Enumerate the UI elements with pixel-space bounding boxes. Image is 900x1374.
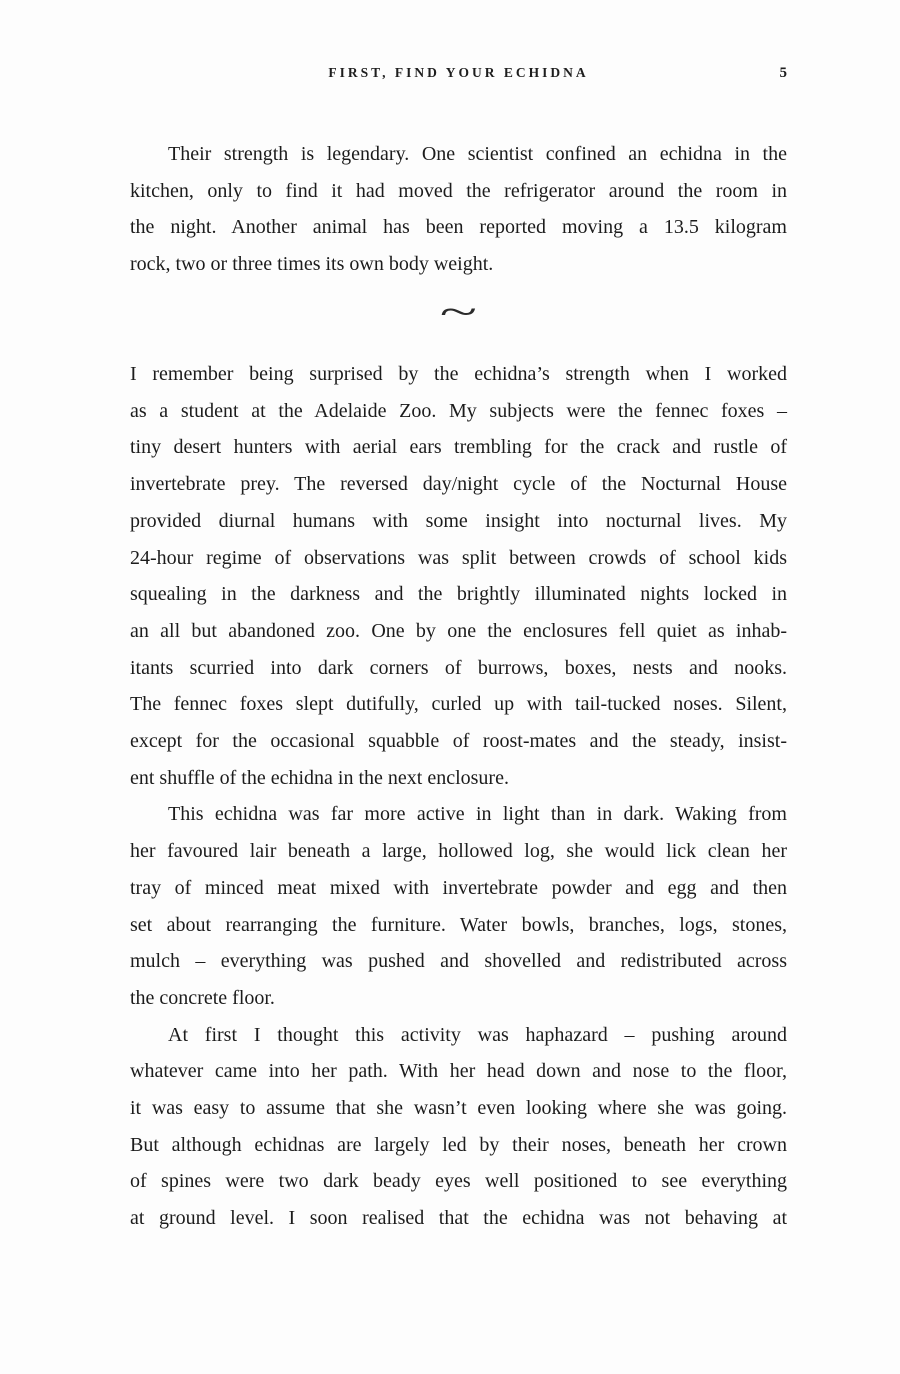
paragraph bbox=[130, 136, 787, 283]
text-line: At first I thought this activity was haphazard – pushing around bbox=[168, 1023, 787, 1046]
text-line: set about rearranging the furniture. Water bowls, branches, logs, stones, bbox=[130, 913, 787, 936]
text-line: invertebrate prey. The reversed day/night cycle of the Nocturnal House bbox=[130, 473, 787, 496]
text-line: 24-hour regime of observations was split between crowds of school kids bbox=[130, 546, 787, 569]
text-line: But although echidnas are largely led by their noses, beneath her crown bbox=[130, 1133, 787, 1156]
text-line: the concrete floor. bbox=[130, 986, 275, 1009]
text-line: I remember being surprised by the echidna’s strength when I worked bbox=[130, 363, 787, 385]
text-line: itants scurried into dark corners of burrows, boxes, nests and nooks. bbox=[130, 656, 787, 679]
text-line: it was easy to assume that she wasn’t even looking where she was going. bbox=[130, 1097, 787, 1120]
text-line: tiny desert hunters with aerial ears trembling for the crack and rustle of bbox=[130, 436, 787, 459]
tilde-separator-glyph: ~ bbox=[439, 289, 478, 334]
running-head bbox=[130, 62, 787, 84]
paragraph bbox=[130, 1017, 787, 1237]
text-line: rock, two or three times its own body weight. bbox=[130, 253, 494, 276]
text-line: The fennec foxes slept dutifully, curled up with tail-tucked noses. Silent, bbox=[130, 693, 787, 716]
text-line: provided diurnal humans with some insight into nocturnal lives. My bbox=[130, 509, 787, 532]
text-line: whatever came into her path. With her head down and nose to the floor, bbox=[130, 1060, 787, 1083]
text-line: as a student at the Adelaide Zoo. My subjects were the fennec foxes – bbox=[130, 399, 787, 422]
text-line: except for the occasional squabble of roost-mates and the steady, insist- bbox=[130, 730, 787, 753]
text-line: mulch – everything was pushed and shovelled and redistributed across bbox=[130, 950, 787, 973]
text-line: Their strength is legendary. One scientist confined an echidna in the bbox=[168, 143, 787, 165]
paragraph bbox=[130, 356, 787, 796]
page-column bbox=[130, 0, 787, 1374]
page-number: 5 bbox=[779, 65, 787, 81]
section-before-separator bbox=[130, 136, 787, 283]
text-line: an all but abandoned zoo. One by one the enclosures fell quiet as inhab- bbox=[130, 619, 787, 642]
text-line: the night. Another animal has been reported moving a 13.5 kilogram bbox=[130, 216, 787, 239]
section-separator bbox=[130, 290, 787, 338]
paragraph bbox=[130, 796, 787, 1016]
text-line: ent shuffle of the echidna in the next enclosure. bbox=[130, 766, 509, 789]
text-line: tray of minced meat mixed with invertebrate powder and egg and then bbox=[130, 876, 787, 899]
running-header-title: FIRST, FIND YOUR ECHIDNA bbox=[328, 65, 589, 80]
text-line: kitchen, only to find it had moved the refrigerator around the room in bbox=[130, 179, 787, 202]
text-line: at ground level. I soon realised that the echidna was not behaving at bbox=[130, 1207, 787, 1230]
section-after-separator bbox=[130, 356, 787, 1237]
text-line: squealing in the darkness and the brightly illuminated nights locked in bbox=[130, 583, 787, 606]
text-line: her favoured lair beneath a large, hollowed log, she would lick clean her bbox=[130, 840, 787, 863]
text-line: This echidna was far more active in light than in dark. Waking from bbox=[168, 803, 787, 826]
text-line: of spines were two dark beady eyes well positioned to see everything bbox=[130, 1170, 787, 1193]
